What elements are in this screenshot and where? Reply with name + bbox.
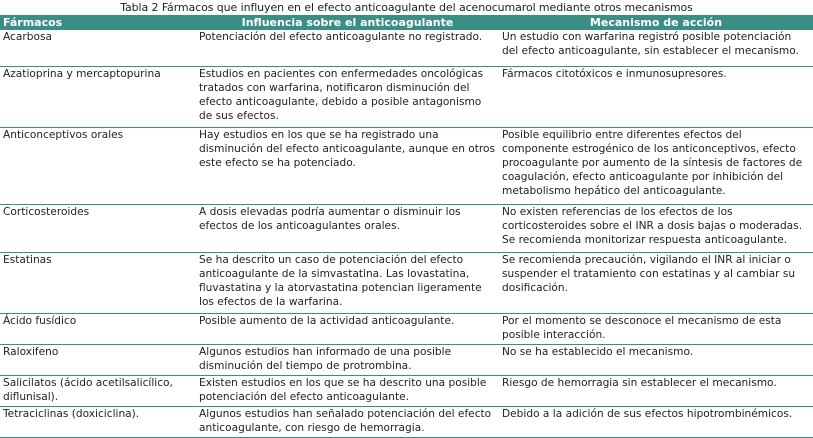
cell-mecanismo: Debido a la adición de sus efectos hipotrombinémicos.	[499, 406, 813, 437]
cell-farmaco: Corticosteroides	[0, 204, 196, 252]
table-row	[0, 66, 813, 127]
cell-farmaco: Ácido fusídico	[0, 313, 196, 344]
cell-influencia: Potenciación del efecto anticoagulante no registrado.	[196, 30, 499, 66]
cell-farmaco: Raloxifeno	[0, 344, 196, 375]
cell-mecanismo: Por el momento se desconoce el mecanismo de esta posible interacción.	[499, 313, 813, 344]
cell-mecanismo: Posible equilibrio entre diferentes efectos del componente estrogénico de los anticonceptivos, efecto procoagulante por aumento de la síntesis de factores de coagulación, efecto anticoagulante por inhibición del metabolismo hepático del anticoagulante.	[499, 127, 813, 204]
table-row	[0, 252, 813, 313]
cell-influencia: Hay estudios en los que se ha registrado una disminución del efecto anticoagulante, aunque en otros este efecto se ha potenciado.	[196, 127, 499, 204]
cell-farmaco: Salicilatos (ácido acetilsalicílico, diflunisal).	[0, 375, 196, 406]
table-row	[0, 313, 813, 344]
table-row	[0, 204, 813, 252]
table-row	[0, 127, 813, 204]
cell-farmaco: Anticonceptivos orales	[0, 127, 196, 204]
cell-influencia: Algunos estudios han señalado potenciación del efecto anticoagulante, con riesgo de hemorragia.	[196, 406, 499, 437]
table-caption: Tabla 2 Fármacos que influyen en el efecto anticoagulante del acenocumarol mediante otros mecanismos	[120, 1, 693, 14]
cell-mecanismo: Se recomienda precaución, vigilando el INR al iniciar o suspender el tratamiento con estatinas y al cambiar su dosificación.	[499, 252, 813, 313]
cell-influencia: Posible aumento de la actividad anticoagulante.	[196, 313, 499, 344]
cell-farmaco: Azatioprina y mercaptopurina	[0, 66, 196, 127]
table-header-row	[0, 15, 813, 30]
table-row	[0, 375, 813, 406]
cell-influencia: Existen estudios en los que se ha descrito una posible potenciación del efecto anticoagulante.	[196, 375, 499, 406]
cell-farmaco: Tetraciclinas (doxiciclina).	[0, 406, 196, 437]
cell-farmaco: Acarbosa	[0, 30, 196, 66]
cell-mecanismo: Fármacos citotóxicos e inmunosupresores.	[499, 66, 813, 127]
cell-influencia: Se ha descrito un caso de potenciación del efecto anticoagulante de la simvastatina. Las lovastatina, fluvastatina y la atorvastatina potencian ligeramente los efectos de la warfarina.	[196, 252, 499, 313]
cell-mecanismo: No se ha establecido el mecanismo.	[499, 344, 813, 375]
cell-influencia: Estudios en pacientes con enfermedades oncológicas tratados con warfarina, notificaron disminución del efecto anticoagulante, debido a posible antagonismo de sus efectos.	[196, 66, 499, 127]
drug-interactions-table	[0, 15, 813, 438]
cell-mecanismo: Riesgo de hemorragia sin establecer el mecanismo.	[499, 375, 813, 406]
cell-mecanismo: No existen referencias de los efectos de los corticosteroides sobre el INR a dosis bajas o moderadas. Se recomienda monitorizar respuesta anticoagulante.	[499, 204, 813, 252]
table-row	[0, 30, 813, 66]
header-mecanismo: Mecanismo de acción	[499, 15, 813, 30]
table-row	[0, 344, 813, 375]
cell-influencia: Algunos estudios han informado de una posible disminución del tiempo de protrombina.	[196, 344, 499, 375]
cell-farmaco: Estatinas	[0, 252, 196, 313]
cell-influencia: A dosis elevadas podría aumentar o disminuir los efectos de los anticoagulantes orales.	[196, 204, 499, 252]
header-farmacos: Fármacos	[0, 15, 196, 30]
header-influencia: Influencia sobre el anticoagulante	[196, 15, 499, 30]
cell-mecanismo: Un estudio con warfarina registró posible potenciación del efecto anticoagulante, sin establecer el mecanismo.	[499, 30, 813, 66]
table-row	[0, 406, 813, 437]
